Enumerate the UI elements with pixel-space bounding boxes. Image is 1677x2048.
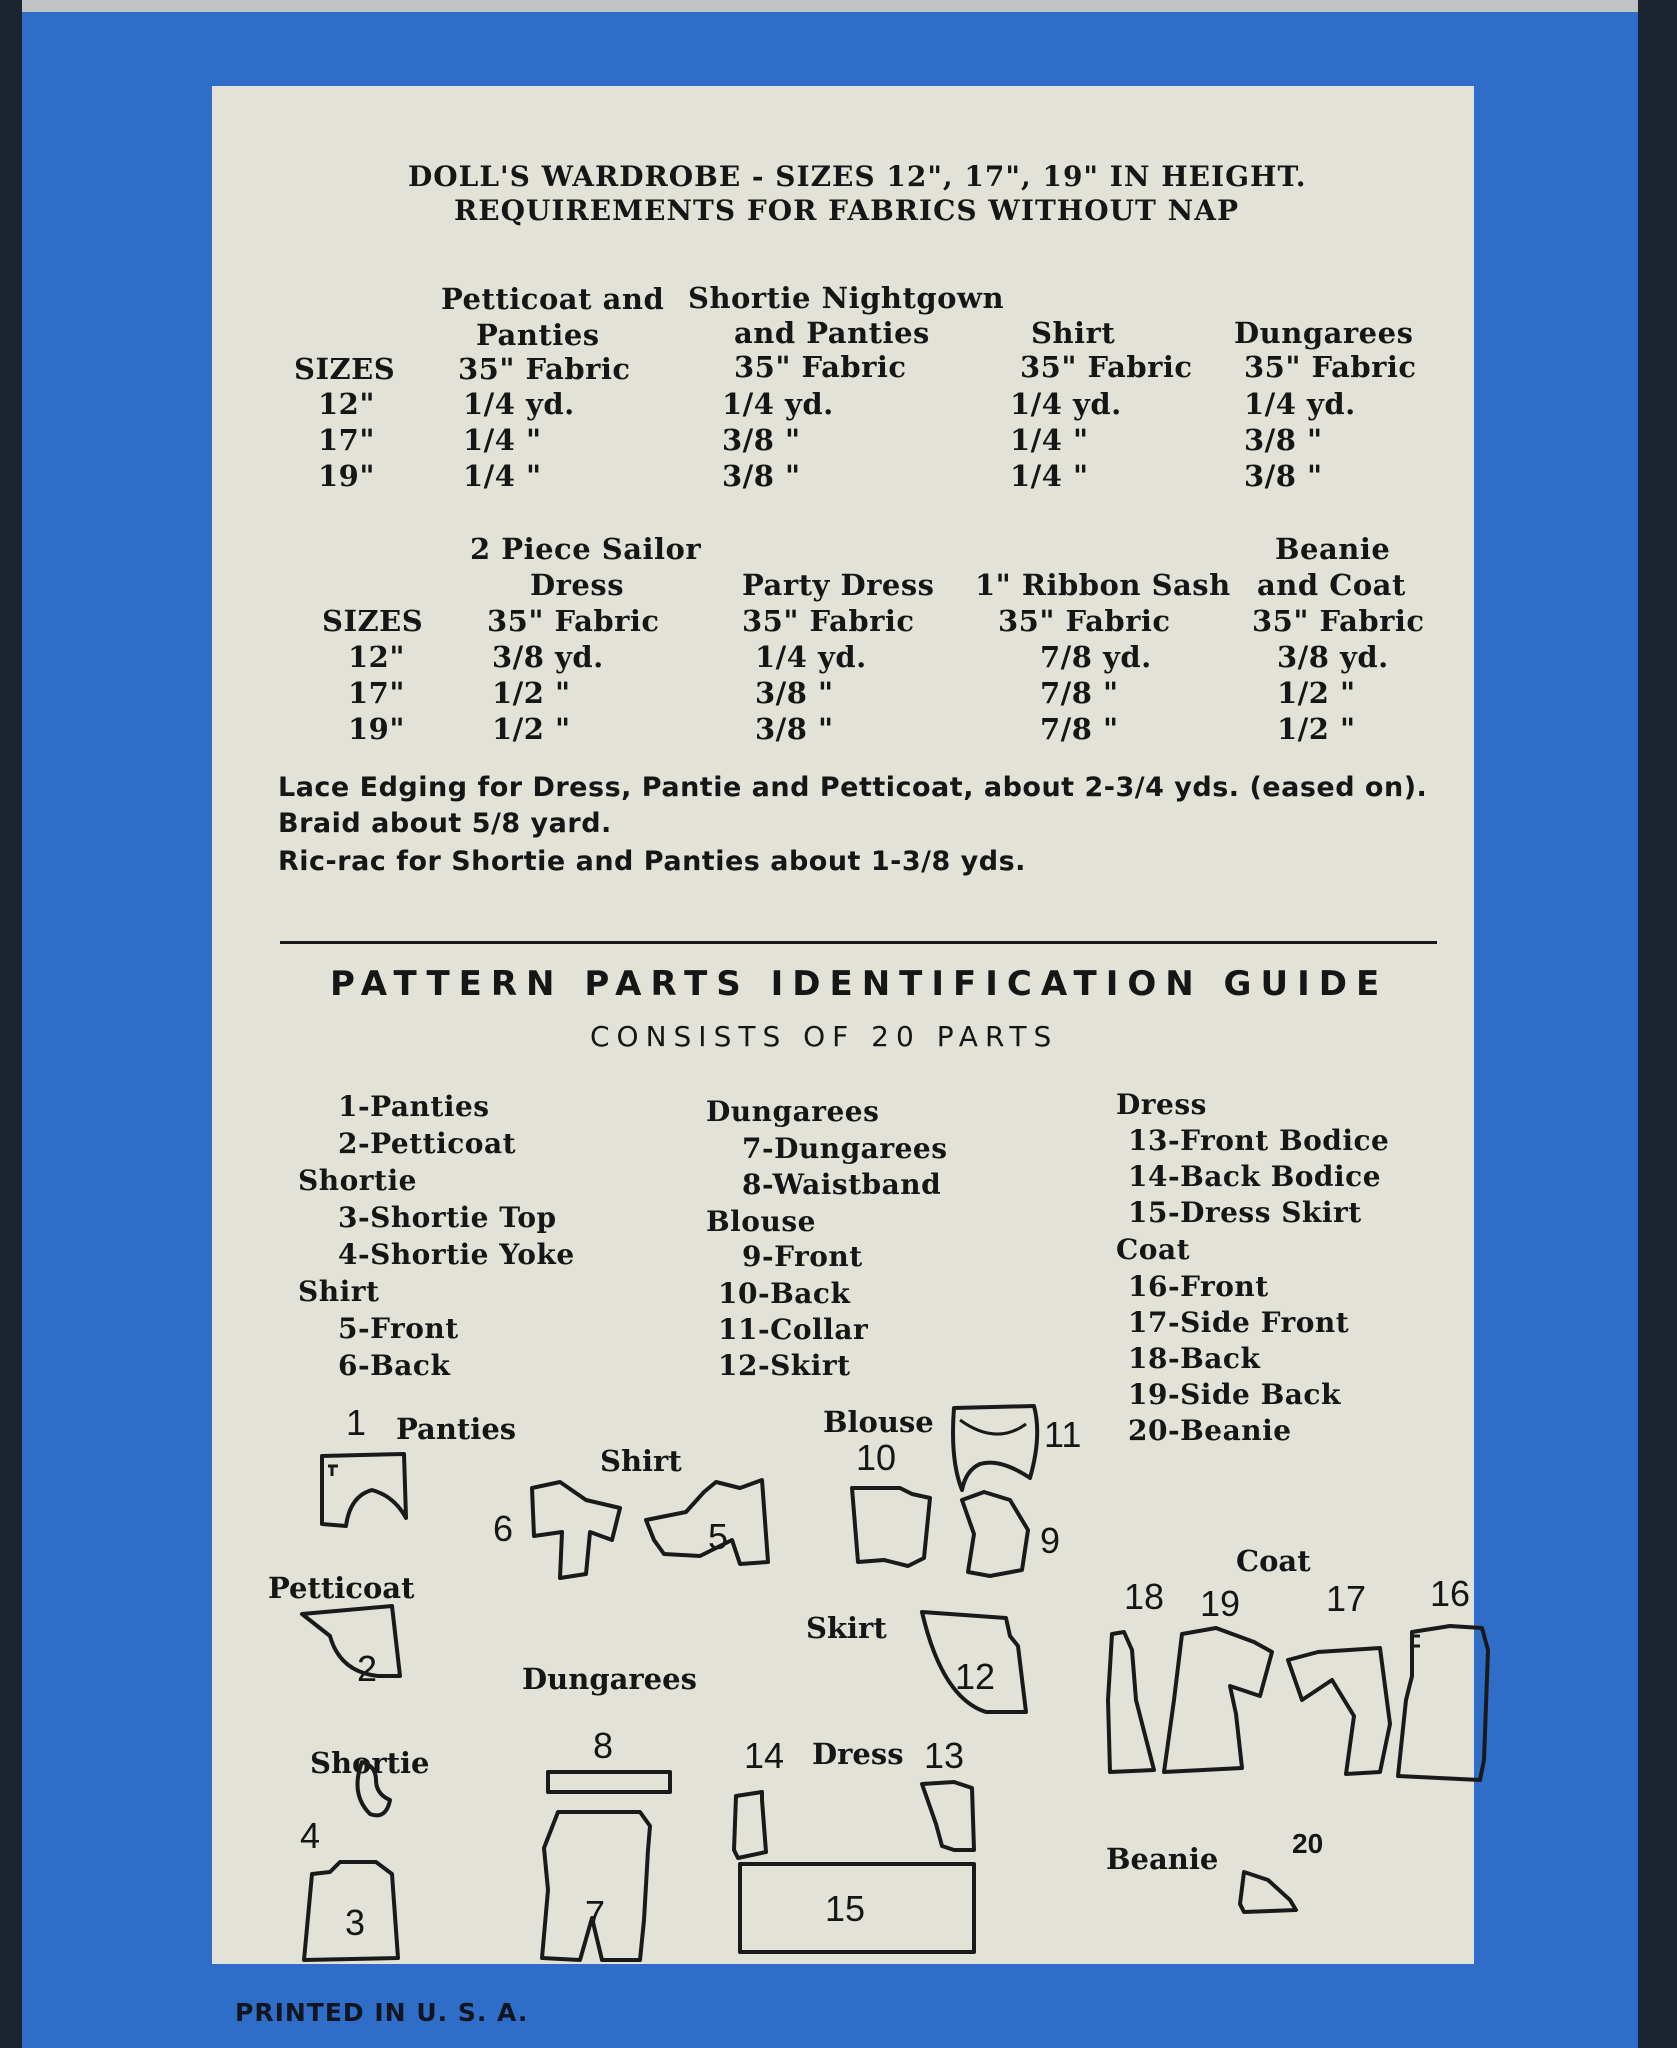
- part-16: 16-Front: [1128, 1270, 1269, 1303]
- t2-col1-fabric: 35" Fabric: [487, 604, 660, 638]
- t1-sizes-label: SIZES: [294, 352, 396, 386]
- piece-7-dungarees: [542, 1812, 650, 1960]
- label-shirt: Shirt: [600, 1444, 682, 1478]
- piece-2-petticoat: [302, 1606, 400, 1676]
- group-dress: Dress: [1116, 1088, 1207, 1121]
- part-14: 14-Back Bodice: [1128, 1160, 1382, 1193]
- t2-c1-r1: 3/8 yd.: [492, 640, 604, 674]
- num-18: 18: [1124, 1576, 1165, 1617]
- group-blouse: Blouse: [706, 1205, 816, 1238]
- part-9: 9-Front: [742, 1240, 863, 1273]
- num-14: 14: [744, 1735, 785, 1776]
- piece-19-coat-side-back: [1164, 1628, 1272, 1772]
- num-2: 2: [357, 1648, 378, 1689]
- num-12: 12: [955, 1656, 996, 1697]
- t1-c4-r3: 3/8 ": [1244, 459, 1323, 493]
- t1-c3-r2: 1/4 ": [1010, 423, 1089, 457]
- t2-c4-r1: 3/8 yd.: [1277, 640, 1389, 674]
- num-16: 16: [1430, 1573, 1471, 1614]
- num-19: 19: [1200, 1583, 1241, 1624]
- t2-col3-name: 1" Ribbon Sash: [975, 568, 1231, 602]
- num-3: 3: [345, 1902, 366, 1943]
- part-20: 20-Beanie: [1128, 1414, 1292, 1447]
- t1-col4-name: Dungarees: [1234, 316, 1414, 350]
- t2-c4-r2: 1/2 ": [1277, 676, 1356, 710]
- t1-col2-name-1: Shortie Nightgown: [688, 281, 1005, 315]
- t2-c4-r3: 1/2 ": [1277, 712, 1356, 746]
- t2-size-12: 12": [348, 640, 405, 674]
- t2-col3-fabric: 35" Fabric: [998, 604, 1171, 638]
- part-17: 17-Side Front: [1128, 1306, 1350, 1339]
- num-4: 4: [300, 1815, 321, 1856]
- num-7: 7: [585, 1893, 606, 1934]
- note-braid: Braid about 5/8 yard.: [278, 808, 612, 839]
- num-1: 1: [346, 1402, 367, 1443]
- num-5: 5: [708, 1516, 729, 1557]
- piece-5-shirt-front: [646, 1480, 768, 1564]
- part-2: 2-Petticoat: [338, 1127, 517, 1160]
- part-6: 6-Back: [338, 1349, 451, 1382]
- part-15: 15-Dress Skirt: [1128, 1196, 1362, 1229]
- t2-size-17: 17": [348, 676, 405, 710]
- title-line-1: DOLL'S WARDROBE - SIZES 12", 17", 19" IN HEIGHT.: [408, 160, 1307, 193]
- t1-c1-r3: 1/4 ": [463, 459, 542, 493]
- t1-col1-fabric: 35" Fabric: [458, 352, 631, 386]
- num-8: 8: [593, 1725, 614, 1766]
- part-8: 8-Waistband: [742, 1168, 942, 1201]
- piece-4-shortie-yoke: [358, 1762, 391, 1815]
- piece-3-shortie-top: [304, 1862, 398, 1960]
- part-1: 1-Panties: [338, 1090, 490, 1123]
- num-13: 13: [924, 1735, 965, 1776]
- label-skirt: Skirt: [806, 1611, 887, 1645]
- note-lace: Lace Edging for Dress, Pantie and Petticoat, about 2-3/4 yds. (eased on).: [278, 772, 1428, 803]
- label-panties: Panties: [396, 1412, 517, 1446]
- guide-subtitle: CONSISTS OF 20 PARTS: [590, 1020, 1059, 1053]
- t1-col3-fabric: 35" Fabric: [1020, 350, 1193, 384]
- part-19: 19-Side Back: [1128, 1378, 1341, 1411]
- t2-col4-name-2: and Coat: [1257, 568, 1406, 602]
- t2-col2-name: Party Dress: [742, 568, 935, 602]
- t1-col2-name-2: and Panties: [734, 316, 930, 350]
- num-6: 6: [493, 1508, 514, 1549]
- t2-c3-r3: 7/8 ": [1040, 712, 1119, 746]
- t1-c2-r3: 3/8 ": [722, 459, 801, 493]
- piece-10-blouse-back: [852, 1488, 930, 1566]
- t2-c1-r3: 1/2 ": [492, 712, 571, 746]
- t2-c3-r1: 7/8 yd.: [1040, 640, 1152, 674]
- part-13: 13-Front Bodice: [1128, 1124, 1390, 1157]
- part-3: 3-Shortie Top: [338, 1201, 557, 1234]
- t2-c2-r3: 3/8 ": [755, 712, 834, 746]
- t2-sizes-label: SIZES: [322, 604, 424, 638]
- t1-c4-r1: 1/4 yd.: [1244, 387, 1356, 421]
- part-12: 12-Skirt: [718, 1349, 851, 1382]
- group-dungarees: Dungarees: [706, 1095, 880, 1128]
- t1-c3-r1: 1/4 yd.: [1010, 387, 1122, 421]
- piece-8-waistband: [548, 1772, 670, 1792]
- t2-col4-fabric: 35" Fabric: [1252, 604, 1425, 638]
- part-11: 11-Collar: [718, 1313, 869, 1346]
- piece-12-skirt: [922, 1612, 1026, 1712]
- num-20: 20: [1292, 1828, 1324, 1859]
- label-beanie: Beanie: [1106, 1842, 1219, 1876]
- part-18: 18-Back: [1128, 1342, 1261, 1375]
- num-15: 15: [825, 1888, 866, 1929]
- part-5: 5-Front: [338, 1312, 459, 1345]
- printed-in-usa: PRINTED IN U. S. A.: [235, 1998, 529, 2027]
- t2-col1-name-2: Dress: [530, 568, 625, 602]
- num-10: 10: [856, 1437, 897, 1478]
- piece-11-collar: [953, 1406, 1037, 1490]
- num-9: 9: [1040, 1520, 1061, 1561]
- t1-c2-r2: 3/8 ": [722, 423, 801, 457]
- piece-16-coat-front: [1398, 1626, 1488, 1780]
- t2-c3-r2: 7/8 ": [1040, 676, 1119, 710]
- t2-col2-fabric: 35" Fabric: [742, 604, 915, 638]
- part-10: 10-Back: [718, 1277, 851, 1310]
- t1-size-17: 17": [318, 423, 375, 457]
- label-shortie: Shortie: [310, 1746, 430, 1780]
- num-11: 11: [1044, 1414, 1082, 1455]
- label-blouse: Blouse: [823, 1405, 934, 1439]
- group-shortie: Shortie: [298, 1164, 417, 1197]
- label-dungarees: Dungarees: [522, 1662, 697, 1696]
- t1-size-19: 19": [318, 459, 375, 493]
- note-ricrac: Ric-rac for Shortie and Panties about 1-3/8 yds.: [278, 846, 1026, 877]
- t1-col3-name: Shirt: [1031, 316, 1116, 350]
- t2-col4-name-1: Beanie: [1275, 532, 1391, 566]
- piece-17-coat-side-front: [1288, 1648, 1390, 1774]
- t1-c3-r3: 1/4 ": [1010, 459, 1089, 493]
- group-shirt: Shirt: [298, 1275, 380, 1308]
- group-coat: Coat: [1116, 1233, 1191, 1266]
- piece-20-beanie: [1240, 1872, 1296, 1912]
- piece-6-shirt-back: [532, 1482, 620, 1578]
- t2-size-19: 19": [348, 712, 405, 746]
- t1-col2-fabric: 35" Fabric: [734, 350, 907, 384]
- t2-c1-r2: 1/2 ": [492, 676, 571, 710]
- piece-14-back-bodice: [734, 1792, 766, 1858]
- t2-c2-r2: 3/8 ": [755, 676, 834, 710]
- label-dress: Dress: [812, 1737, 904, 1771]
- t1-c1-r2: 1/4 ": [463, 423, 542, 457]
- guide-title: PATTERN PARTS IDENTIFICATION GUIDE: [330, 964, 1389, 1004]
- part-7: 7-Dungarees: [742, 1132, 948, 1165]
- t1-c4-r2: 3/8 ": [1244, 423, 1323, 457]
- title-line-2: REQUIREMENTS FOR FABRICS WITHOUT NAP: [454, 194, 1239, 227]
- label-petticoat: Petticoat: [268, 1571, 415, 1605]
- t2-col1-name-1: 2 Piece Sailor: [470, 532, 702, 566]
- t1-col1-name-2: Panties: [476, 318, 600, 352]
- t1-size-12: 12": [318, 387, 375, 421]
- part-4: 4-Shortie Yoke: [338, 1238, 575, 1271]
- piece-15-dress-skirt: [740, 1864, 974, 1952]
- t2-c2-r1: 1/4 yd.: [755, 640, 867, 674]
- piece-18-coat-back: [1108, 1632, 1154, 1772]
- piece-9-blouse-front: [962, 1492, 1028, 1576]
- t1-c2-r1: 1/4 yd.: [722, 387, 834, 421]
- t1-col1-name-1: Petticoat and: [441, 282, 665, 316]
- t1-c1-r1: 1/4 yd.: [463, 387, 575, 421]
- piece-13-front-bodice: [922, 1782, 974, 1850]
- num-17: 17: [1326, 1578, 1367, 1619]
- t1-col4-fabric: 35" Fabric: [1244, 350, 1417, 384]
- label-coat: Coat: [1236, 1544, 1311, 1578]
